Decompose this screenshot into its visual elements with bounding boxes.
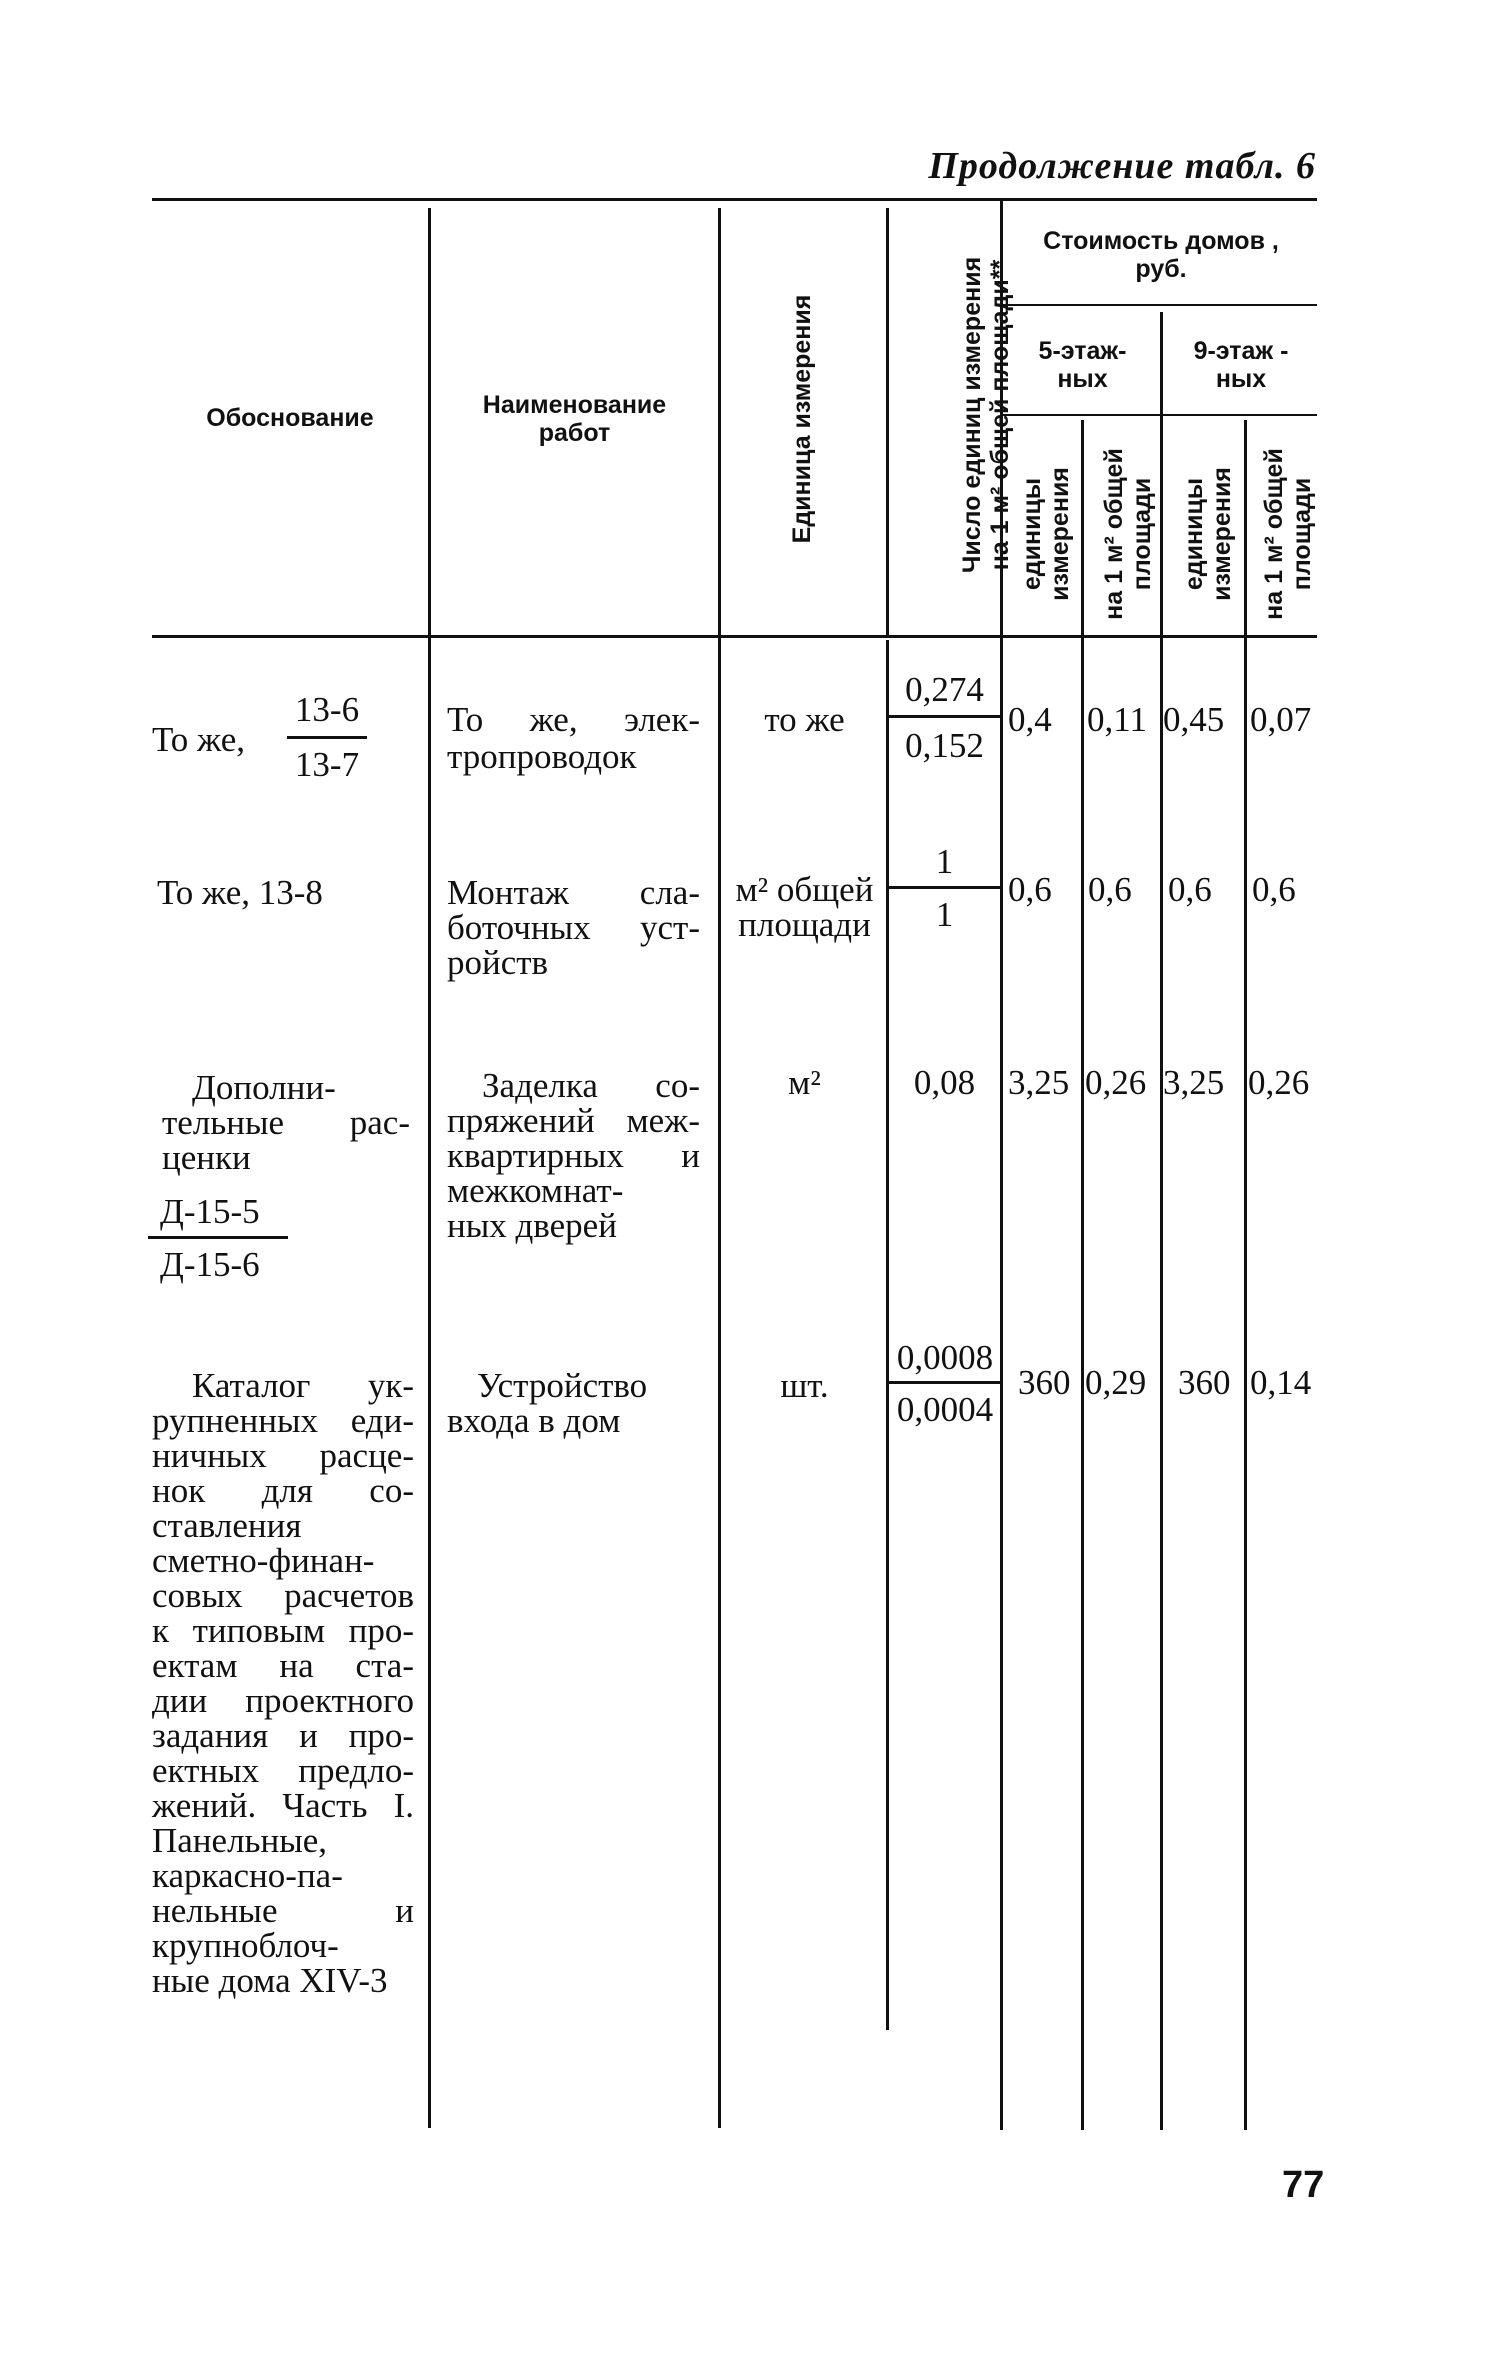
header-nine-per-unit — [1181, 434, 1239, 634]
row1-c5-unit: 0,4 — [1008, 700, 1052, 739]
row1-basis-den: 13-7 — [294, 745, 360, 784]
row3-c9-m2: 0,26 — [1248, 1063, 1310, 1102]
row4-c5-unit: 360 — [1018, 1363, 1071, 1402]
row4-work — [447, 1368, 700, 1438]
row3-work-l3: квартирных и — [447, 1136, 700, 1175]
header-basis: Обоснование — [206, 404, 374, 432]
row2-count-num: 1 — [935, 842, 954, 881]
row3-work-l4: межкомнат- — [447, 1171, 624, 1210]
row3-work-l1: Заделка со- — [482, 1066, 700, 1105]
header-five-per-unit — [1019, 434, 1077, 634]
row3-c5-unit: 3,25 — [1008, 1063, 1070, 1102]
header-bottom-rule — [152, 635, 1317, 638]
fraction-bar — [148, 1236, 288, 1239]
row2-c9-unit: 0,6 — [1168, 870, 1212, 909]
row4-basis-l12: ектных предло- — [152, 1751, 414, 1790]
header-five-storey — [1005, 338, 1160, 393]
row1-work-l2: тропроводок — [447, 736, 637, 776]
row1-count-fraction — [892, 670, 997, 766]
row4-c9-m2: 0,14 — [1250, 1363, 1312, 1402]
row4-basis-l11: задания и про- — [152, 1716, 414, 1755]
row1-count-num: 0,274 — [905, 670, 984, 709]
fraction-bar — [287, 736, 367, 739]
col-divider — [1244, 420, 1247, 2130]
row2-work-l3: ройств — [447, 943, 549, 982]
row3-c9-unit: 3,25 — [1163, 1063, 1225, 1102]
row4-work-l1: Устройство — [477, 1366, 648, 1405]
continuation-title: Продолжение табл. 6 — [928, 145, 1316, 187]
header-nine-per-m2 — [1261, 434, 1319, 634]
row2-basis: То же, 13-8 — [157, 873, 323, 912]
header-count-line1: Число единиц измерения — [958, 256, 986, 574]
header-five-per-unit-line2: измерения — [1045, 467, 1074, 601]
header-cost-line1: Стоимость домов , — [1043, 227, 1279, 255]
header-work-name — [431, 392, 718, 447]
row3-work — [447, 1068, 700, 1243]
row3-work-l5: ных дверей — [447, 1206, 617, 1245]
fraction-bar — [888, 1381, 1002, 1384]
row3-work-l2: пряжений меж- — [447, 1101, 700, 1140]
header-five-per-m2 — [1101, 434, 1159, 634]
row4-basis-l10: дии проектного — [152, 1681, 414, 1720]
fraction-bar — [888, 886, 1001, 889]
row4-c9-unit: 360 — [1178, 1363, 1231, 1402]
row2-c5-unit: 0,6 — [1008, 870, 1052, 909]
col-divider — [428, 208, 431, 2128]
row3-unit: м² — [788, 1063, 821, 1102]
row3-basis-fraction — [148, 1192, 288, 1285]
header-nine-storey — [1165, 338, 1317, 393]
header-nine-per-m2-line2: площади — [1287, 477, 1316, 591]
header-nine-per-m2-line1: на 1 м² общей — [1260, 448, 1288, 620]
row4-basis-l3: ничных расце- — [152, 1436, 414, 1475]
row4-basis-l18: ные дома XIV-3 — [152, 1961, 388, 2000]
row4-count-fraction — [890, 1338, 1000, 1430]
row3-c5-m2: 0,26 — [1085, 1063, 1147, 1102]
row2-unit-l1: м² общей — [735, 870, 874, 909]
row2-count-den: 1 — [935, 895, 954, 934]
row2-work-l2: боточных уст- — [447, 908, 700, 947]
header-nine-per-unit-line1: единицы — [1180, 477, 1208, 591]
cost-divider-rule — [1003, 304, 1317, 306]
row1-work — [447, 702, 700, 776]
row4-basis — [152, 1368, 414, 1998]
col-divider — [886, 208, 889, 638]
row3-basis-num: Д-15-5 — [160, 1192, 260, 1231]
header-unit: Единица измерения — [788, 294, 816, 544]
row4-basis-l1: Каталог ук- — [192, 1366, 414, 1405]
row1-basis-fraction — [287, 690, 367, 785]
row1-basis-prefix: То же, — [152, 720, 246, 759]
header-cost-line2: руб. — [1135, 254, 1187, 283]
row3-basis-l2: тельные рас- — [162, 1103, 410, 1142]
row4-basis-l14: Панельные, — [152, 1821, 328, 1860]
row4-count-den: 0,0004 — [896, 1390, 994, 1429]
row4-basis-l5: ставления — [152, 1506, 302, 1545]
row1-basis-num: 13-6 — [294, 690, 360, 729]
row4-basis-l15: каркасно-па- — [152, 1856, 343, 1895]
col-divider — [1081, 420, 1084, 2130]
row1-c9-m2: 0,07 — [1250, 700, 1312, 739]
header-work-name-line2: работ — [538, 418, 611, 447]
row3-count: 0,08 — [913, 1063, 976, 1102]
header-five-per-unit-line1: единицы — [1018, 477, 1046, 591]
page-number: 77 — [1282, 2164, 1325, 2206]
row2-unit — [722, 872, 887, 942]
row4-unit: шт. — [780, 1366, 829, 1405]
row4-basis-l13: жений. Часть I. — [152, 1786, 414, 1825]
row3-basis — [152, 1070, 410, 1175]
row4-c5-m2: 0,29 — [1085, 1363, 1147, 1402]
row4-basis-l9: ектам на ста- — [152, 1646, 414, 1685]
header-five-per-m2-line1: на 1 м² общей — [1100, 448, 1128, 620]
row2-work — [447, 875, 700, 980]
row3-basis-l1: Дополни- — [192, 1068, 336, 1107]
header-five-line2: ных — [1057, 364, 1108, 393]
row2-work-l1: Монтаж сла- — [447, 873, 700, 912]
header-nine-line2: ных — [1215, 364, 1267, 393]
header-work-name-line1: Наименование — [482, 391, 667, 419]
row4-basis-l4: нок для со- — [152, 1471, 414, 1510]
row1-unit: то же — [764, 700, 845, 739]
table-top-rule — [152, 198, 1317, 201]
row1-work-l1: То же, элек- — [447, 700, 700, 739]
row3-basis-l3: ценки — [162, 1138, 251, 1177]
col-divider — [1160, 312, 1163, 2130]
row4-basis-l6: сметно-финан- — [152, 1541, 375, 1580]
row1-c5-m2: 0,11 — [1087, 700, 1147, 739]
row4-basis-l16: нельные и — [152, 1891, 414, 1930]
header-count-line2: на 1 м² общей площади** — [985, 259, 1014, 571]
fraction-bar — [888, 715, 1001, 718]
row4-work-l2: входа в дом — [447, 1401, 621, 1440]
row3-basis-den: Д-15-6 — [160, 1245, 260, 1284]
row2-unit-l2: площади — [738, 905, 871, 944]
row2-c9-m2: 0,6 — [1252, 870, 1296, 909]
header-five-per-m2-line2: площади — [1127, 477, 1156, 591]
header-nine-per-unit-line2: измерения — [1207, 467, 1236, 601]
row4-basis-l17: крупноблоч- — [152, 1926, 339, 1965]
row1-count-den: 0,152 — [905, 726, 984, 765]
row4-basis-l7: совых расчетов — [152, 1576, 414, 1615]
row4-count-num: 0,0008 — [896, 1338, 994, 1377]
row4-basis-l8: к типовым про- — [152, 1611, 414, 1650]
row2-c5-m2: 0,6 — [1088, 870, 1132, 909]
header-nine-line1: 9-этаж - — [1193, 337, 1289, 365]
col-divider — [718, 208, 721, 2128]
header-five-line1: 5-этаж- — [1038, 337, 1127, 365]
row2-count-fraction — [892, 842, 997, 935]
row4-basis-l2: рупненных еди- — [152, 1401, 414, 1440]
col-divider — [886, 640, 889, 2030]
header-cost — [1005, 228, 1317, 283]
row1-c9-unit: 0,45 — [1163, 700, 1225, 739]
